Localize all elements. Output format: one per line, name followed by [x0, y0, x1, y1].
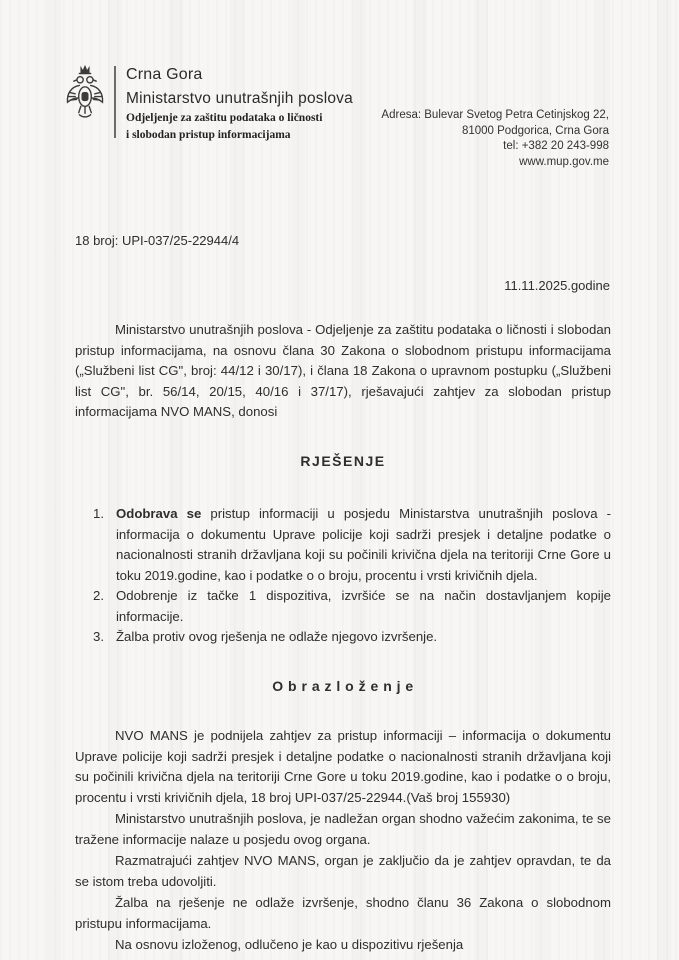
explanation-paragraph-2: Ministarstvo unutrašnjih poslova, je nadležan organ shodno važećim zakonima, te se tražene informacije nalaze u posjedu ovog organa. [75, 811, 611, 847]
ministry-name: Ministarstvo unutrašnjih poslova [126, 90, 353, 107]
explanation-title: O b r a z l o ž e n j e [272, 677, 414, 694]
item-number: 2. [93, 588, 104, 603]
intro-paragraph: Ministarstvo unutrašnjih poslova - Odjeljenje za zaštitu podataka o ličnosti i slobodan pristup informacijama, na osnovu člana 30 Zakona o slobodnom pristupu informacijama („Službeni list CG", broj: 44/12 i 30/17), i člana 18 Zakona o upravnom postupku („Službeni list CG", br. 56/14, 20/15, 40/16 i 37/17), rješavajući zahtjev za slobodan pristup informacijama NVO MANS, donosi [75, 322, 611, 419]
address-website: www.mup.gov.me [519, 155, 609, 168]
item-text [116, 504, 611, 586]
document-body [75, 320, 611, 956]
decision-title: RJEŠENJE [300, 452, 386, 469]
letterhead [64, 62, 353, 148]
item-number: 1. [93, 506, 104, 521]
address-phone: tel: +382 20 243-998 [503, 140, 609, 152]
item-text: Žalba protiv ovog rješenja ne odlaže njegovo izvršenje. [116, 629, 438, 644]
address-block [381, 108, 609, 170]
decision-item-1 [93, 504, 611, 586]
explanation-paragraph-1: NVO MANS je podnijela zahtjev za pristup informaciji – informacija o dokumentu Uprave policije koji sadrži presjek i detaljne podatke o nacionalnosti stranih državljana koji su počinili krivična djela na teritoriji Crne Gore u toku 2019.godine, kao i podatke o o broju, procentu i vrsti krivičnih djela, 18 broj UPI-037/25-22944.(Vaš broj 155930) [75, 728, 611, 805]
item-number: 3. [93, 629, 104, 644]
reference-number: 18 broj: UPI-037/25-22944/4 [75, 233, 240, 248]
decision-item-3 [93, 627, 611, 648]
country-name: Crna Gora [126, 66, 203, 83]
department-line1: Odjeljenje za zaštitu podataka o ličnosti [126, 112, 323, 124]
item-text: Odobrenje iz tačke 1 dispozitiva, izvršiće se na način dostavljanjem kopije informacije. [116, 588, 611, 624]
explanation-paragraph-4: Žalba na rješenje ne odlaže izvršenje, shodno članu 36 Zakona o slobodnom pristupu informacijama. [75, 895, 611, 931]
item-rest: pristup informaciji u posjedu Ministarstva unutrašnjih poslova - informacija o dokumentu Uprave policije koji sadrži presjek i detaljne podatke o nacionalnosti stranih državljana koji su počinili krivična djela na teritoriji Crne Gore u toku 2019.godine, kao i podatke o o broju, procentu i vrsti krivičnih djela. [116, 506, 611, 583]
department-line2: i slobodan pristup informacijama [126, 129, 291, 141]
item-bold-lead: Odobrava se [116, 506, 202, 521]
address-street: Adresa: Bulevar Svetog Petra Cetinjskog 22, [381, 109, 609, 121]
explanation-paragraph-3: Razmatrajući zahtjev NVO MANS, organ je zaključio da je zahtjev opravdan, te da se istom treba udovoljiti. [75, 853, 611, 889]
document-date: 11.11.2025.godine [504, 278, 610, 293]
explanation-paragraph-5: Na osnovu izloženog, odlučeno je kao u dispozitivu rješenja [115, 937, 464, 952]
letterhead-text [126, 62, 353, 142]
decision-list [93, 504, 611, 648]
decision-item-2 [93, 586, 611, 627]
address-city: 81000 Podgorica, Crna Gora [461, 124, 609, 137]
montenegro-coat-of-arms-icon [64, 62, 106, 148]
explanation-section [75, 726, 611, 956]
letterhead-divider [114, 66, 116, 138]
